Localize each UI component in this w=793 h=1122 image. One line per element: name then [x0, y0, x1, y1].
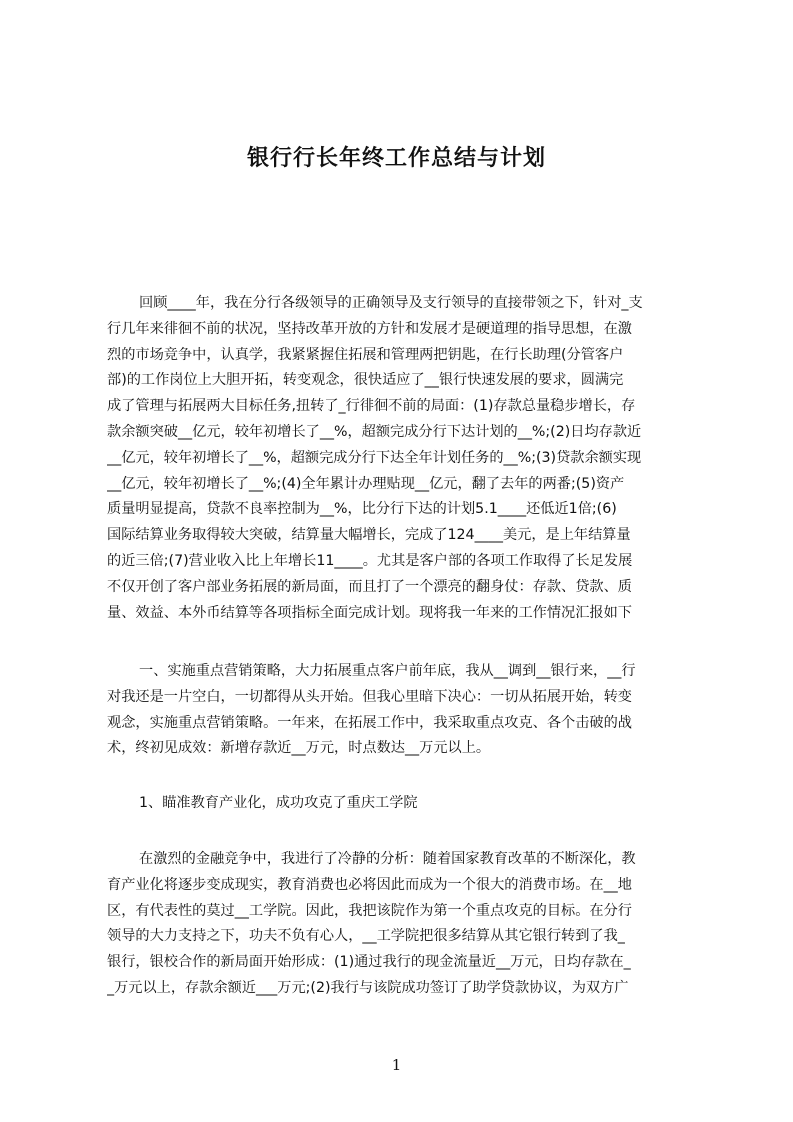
text-line: 成了管理与拓展两大目标任务,扭转了_行徘徊不前的局面：(1)存款总量稳步增长，存 [107, 398, 636, 415]
paragraph-subheading [107, 791, 697, 817]
text-line: 质量明显提高，贷款不良率控制为__%，比分行下达的计划5.1____还低近1倍;(6) [107, 501, 617, 518]
text-line: _万元以上，存款余额近___万元;(2)我行与该院成功签订了助学贷款协议，为双方广 [107, 979, 629, 996]
text-line: __亿元，较年初增长了__%，超额完成分行下达全年计划任务的__%;(3)贷款余额实现 [107, 449, 642, 466]
paragraph-intro [107, 291, 697, 626]
text-line: 观念，实施重点营销策略。一年来，在拓展工作中，我采取重点攻克、各个击破的战 [107, 714, 632, 731]
text-line: 国际结算业务取得较大突破，结算量大幅增长，完成了124____美元，是上年结算量 [107, 527, 631, 544]
document-title: 银行行长年终工作总结与计划 [246, 146, 546, 171]
text-line: 在激烈的金融竞争中，我进行了冷静的分析：随着国家教育改革的不断深化，教 [139, 851, 636, 867]
text-line: 银行，银校合作的新局面开始形成：(1)通过我行的现金流量近__万元，日均存款在_ [107, 954, 631, 971]
subheading-line: 1、瞄准教育产业化，成功攻克了重庆工学院 [139, 795, 418, 811]
text-line: 对我还是一片空白，一切都得从头开始。但我心里暗下决心：一切从拓展开始，转变 [107, 688, 632, 705]
text-line: 不仅开创了客户部业务拓展的新局面，而且打了一个漂亮的翻身仗：存款、贷款、质 [107, 578, 632, 595]
text-line: 一、实施重点营销策略，大力拓展重点客户前年底，我从__调到__银行来，__行 [139, 663, 636, 679]
text-line: __亿元，较年初增长了__%;(4)全年累计办理贴现__亿元，翻了去年的两番;(5)资产 [107, 475, 625, 492]
text-line: 术，终初见成效：新增存款近__万元，时点数达__万元以上。 [107, 740, 491, 757]
text-line: 领导的大力支持之下，功夫不负有心人，__工学院把很多结算从其它银行转到了我_ [107, 928, 625, 945]
text-line: 育产业化将逐步变成现实，教育消费也必将因此而成为一个很大的消费市场。在__地 [107, 876, 632, 893]
text-line: 款余额突破__亿元，较年初增长了__%，超额完成分行下达计划的__%;(2)日均存款近 [107, 423, 642, 440]
text-line: 行几年来徘徊不前的状况，坚持改革开放的方针和发展才是硬道理的指导思想，在激 [107, 320, 632, 337]
paragraph-section-one [107, 659, 697, 762]
text-line: 部)的工作岗位上大胆开拓，转变观念，很快适应了__银行快速发展的要求，圆满完 [107, 372, 624, 389]
text-line: 量、效益、本外币结算等各项指标全面完成计划。现将我一年来的工作情况汇报如下 [107, 604, 632, 621]
page-number: 1 [391, 1056, 402, 1074]
paragraph-analysis [107, 847, 697, 1002]
text-line: 烈的市场竞争中，认真学，我紧紧握住拓展和管理两把钥匙，在行长助理(分管客户 [107, 346, 624, 363]
text-line: 区，有代表性的莫过__工学院。因此，我把该院作为第一个重点攻克的目标。在分行 [107, 902, 632, 919]
text-line: 的近三倍;(7)营业收入比上年增长11____。尤其是客户部的各项工作取得了长足发展 [107, 552, 633, 569]
text-line: 回顾____年，我在分行各级领导的正确领导及支行领导的直接带领之下，针对_支 [139, 295, 643, 311]
